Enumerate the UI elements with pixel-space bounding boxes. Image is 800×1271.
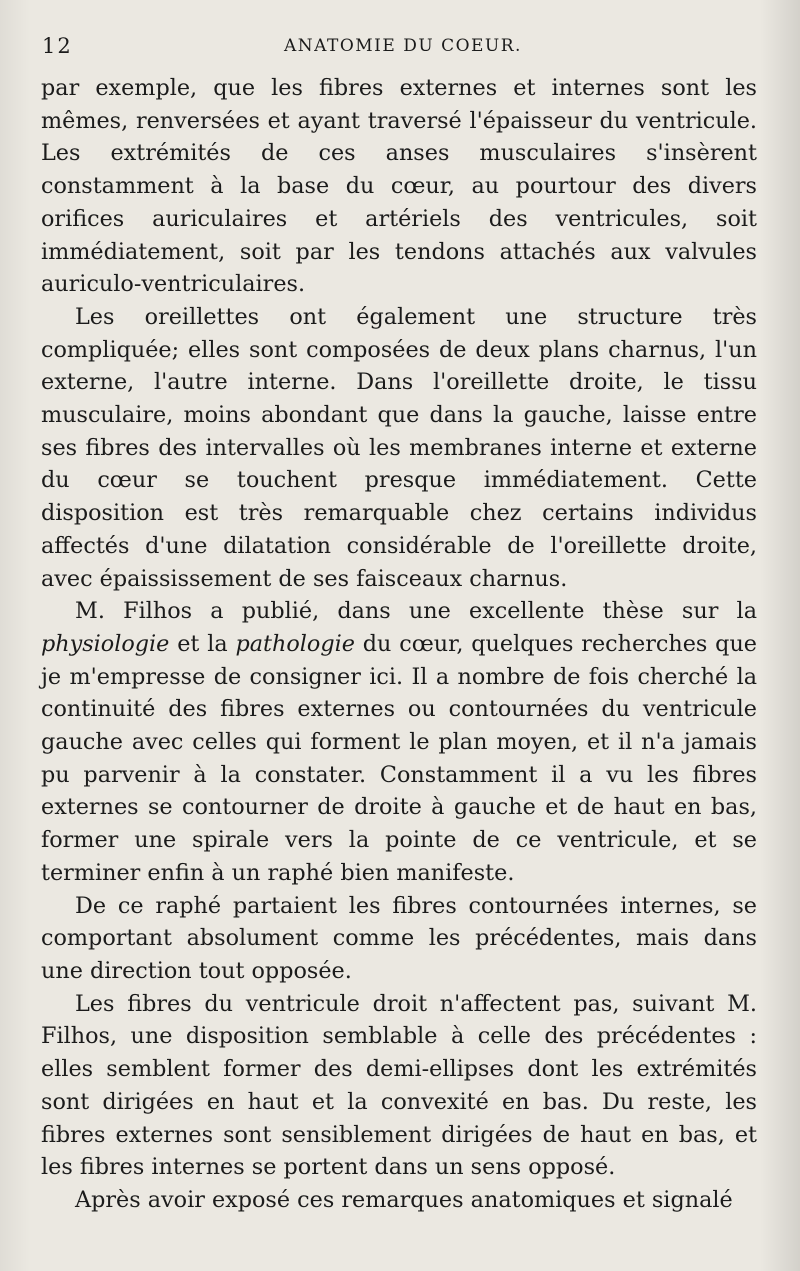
page-header <box>40 34 760 62</box>
italic-pathologie: pathologie <box>235 630 355 657</box>
italic-physiologie: physiologie <box>41 630 170 657</box>
paragraph-3-text-a: M. Filhos a publié, dans une excellente thèse sur la <box>75 598 757 625</box>
body-text <box>41 72 757 1217</box>
page-number: 12 <box>42 34 73 58</box>
paragraph-3 <box>41 595 757 889</box>
paragraph-3-text-b: et la <box>169 630 236 657</box>
running-title: ANATOMIE DU COEUR. <box>284 36 522 56</box>
paragraph-5: Les fibres du ventricule droit n'affectent pas, suivant M. Filhos, une disposition semblable à celle des précédentes : elles semblent former des demi-ellipses dont les extrémités sont dirigées en haut et la convexité en bas. Du reste, les fibres externes sont sensiblement dirigées de haut en bas, et les fibres internes se portent dans un sens opposé. <box>41 990 757 1181</box>
paragraph-3-text-c: du cœur, quelques recherches que je m'empresse de consigner ici. Il a nombre de fois cherché la continuité des fibres externes ou contournées du ventricule gauche avec celles qui forment le plan moyen, et il n'a jamais pu parvenir à la constater. Constamment il a vu les fibres externes se contourner de droite à gauche et de haut en bas, former une spirale vers la pointe de ce ventricule, et se terminer enfin à un raphé bien manifeste. <box>41 630 757 886</box>
paragraph-6: Après avoir exposé ces remarques anatomiques et signalé <box>75 1186 733 1213</box>
paragraph-2: Les oreillettes ont également une structure très compliquée; elles sont composées de deux plans charnus, l'un externe, l'autre interne. Dans l'oreillette droite, le tissu musculaire, moins abondant que dans la gauche, laisse entre ses fibres des intervalles où les membranes interne et externe du cœur se touchent presque immédiatement. Cette disposition est très remarquable chez certains individus affectés d'une dilatation considérable de l'oreillette droite, avec épaississement de ses faisceaux charnus. <box>41 303 757 592</box>
paragraph-4: De ce raphé partaient les fibres contournées internes, se comportant absolument comme les précédentes, mais dans une direction tout opposée. <box>41 892 757 984</box>
paragraph-1: par exemple, que les fibres externes et internes sont les mêmes, renversées et ayant traversé l'épaisseur du ventricule. Les extrémités de ces anses musculaires s'insèrent constamment à la base du cœur, au pourtour des divers orifices auriculaires et artériels des ventricules, soit immédiatement, soit par les tendons attachés aux valvules auriculo-ventriculaires. <box>41 75 757 298</box>
